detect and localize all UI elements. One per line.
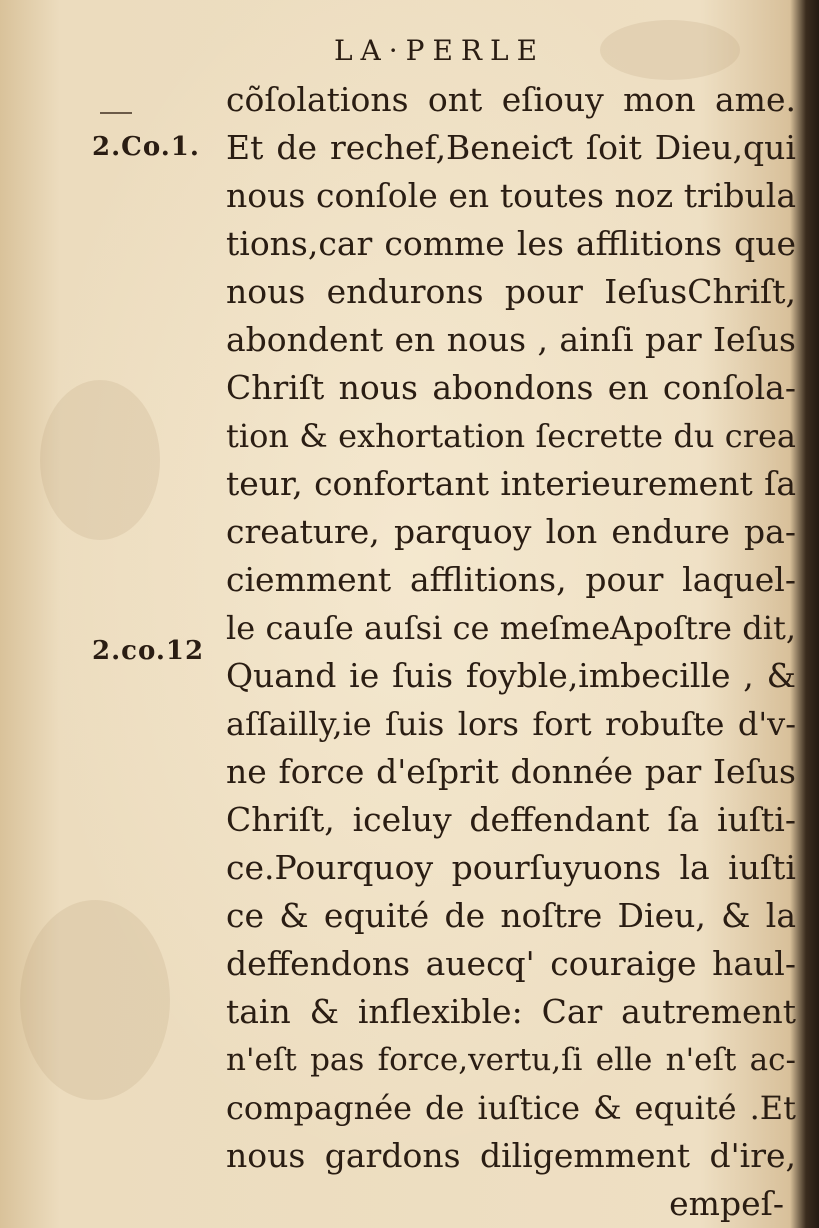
text-line: Chriſt, iceluy deffendant ſa iuſti- — [226, 800, 796, 839]
text-line: teur, confortant interieurement ſa — [226, 464, 796, 503]
text-line: nous endurons pour IeſusChriſt, — [226, 272, 796, 311]
margin-note-reference: 2.co.12 — [92, 636, 205, 666]
text-line: tain & inflexible: Car autrement — [226, 992, 796, 1031]
text-line: ce & equité de noſtre Dieu, & la — [226, 896, 796, 935]
text-line: Et de rechef,Beneiƈt ſoit Dieu,qui — [226, 128, 796, 167]
text-line: Chriſt nous abondons en conſola- — [226, 368, 796, 407]
text-line: tions,car comme les afflitions que — [226, 224, 796, 263]
text-line: nous conſole en toutes noz tribula — [226, 176, 796, 215]
text-line: Quand ie ſuis foyble,imbecille , & — [226, 656, 796, 695]
paper-stain — [20, 900, 170, 1100]
running-header: LA·PERLE — [333, 34, 546, 67]
text-line: ne force d'eſprit donnée par Ieſus — [226, 752, 796, 791]
text-line: compagnée de iuſtice & equité .Et — [226, 1089, 796, 1127]
text-line: nous gardons diligemment d'ire, — [226, 1136, 796, 1175]
body-text — [226, 76, 796, 1228]
text-line: abondent en nous , ainſi par Ieſus — [226, 320, 796, 359]
text-line: ciemment afflitions, pour laquel- — [226, 560, 796, 599]
paper-stain — [40, 380, 160, 540]
text-line: n'eſt pas force,vertu,ſi elle n'eſt ac- — [226, 1042, 796, 1078]
catchword: empeſ- — [669, 1184, 784, 1223]
text-line: tion & exhortation ſecrette du crea — [226, 417, 796, 455]
text-line: ce.Pourquoy pourſuyuons la iuſti — [226, 848, 796, 887]
text-line: le cauſe auſsi ce meſmeApoſtre dit, — [226, 609, 796, 647]
text-line: cõſolations ont eſiouy mon ame. — [226, 80, 796, 119]
margin-dash — [100, 112, 132, 114]
text-line: aſſailly,ie ſuis lors fort robuſte d'v- — [226, 705, 796, 743]
text-line: creature, parquoy lon endure pa- — [226, 512, 796, 551]
text-line: deffendons auecq' couraige haul- — [226, 944, 796, 983]
margin-note-reference: 2.Co.1. — [92, 132, 200, 162]
